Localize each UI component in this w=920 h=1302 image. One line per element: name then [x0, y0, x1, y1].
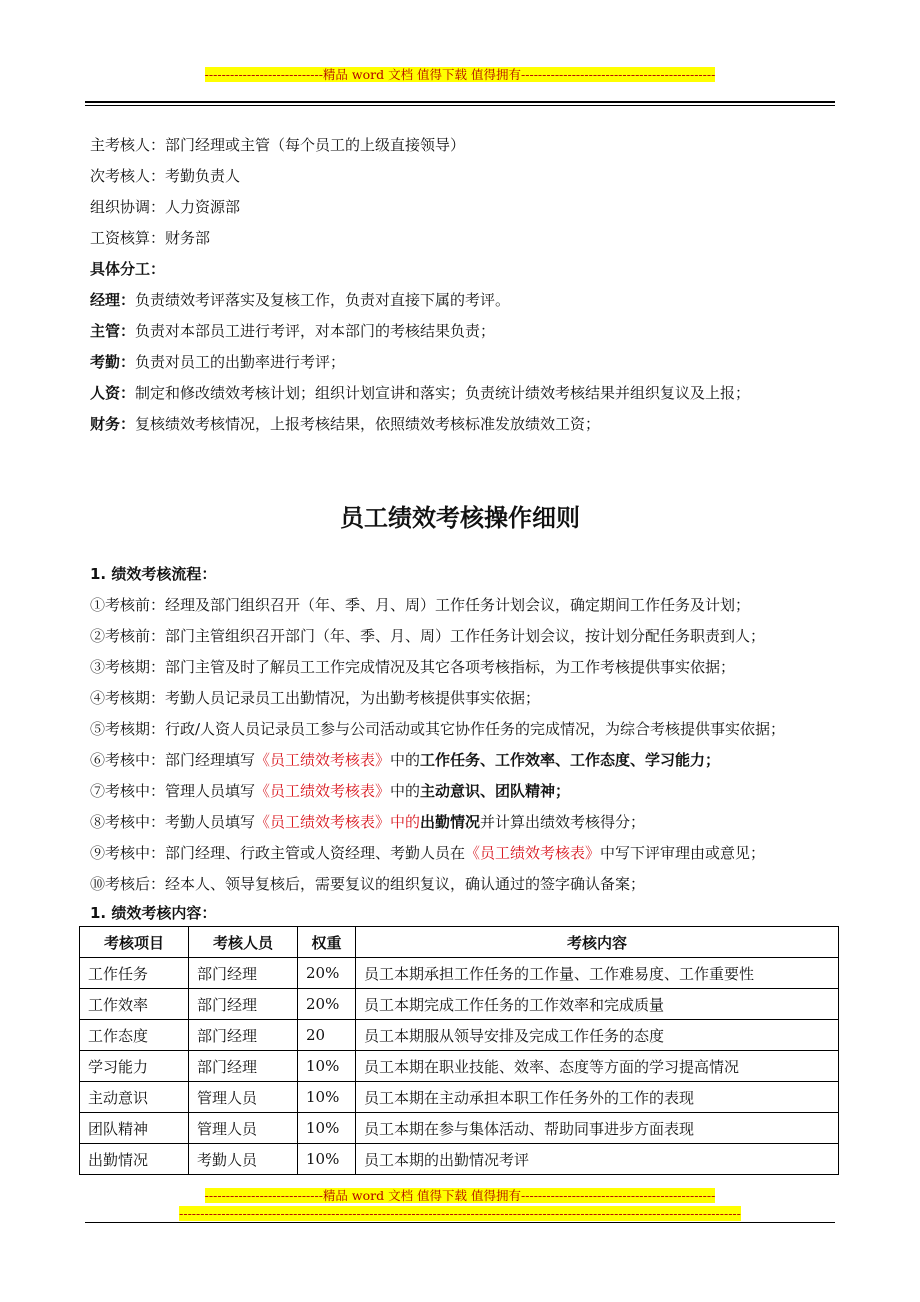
- table-cell: 20: [298, 1020, 356, 1051]
- table-cell: 工作任务: [80, 958, 189, 989]
- table-cell: 团队精神: [80, 1113, 189, 1144]
- header-banner: ----------------------------精品 word 文档 值得下载 值得拥有----------------------------------------------: [204, 67, 716, 82]
- table-row: [80, 1113, 839, 1144]
- table-cell: 20%: [298, 958, 356, 989]
- assessment-table: [79, 926, 839, 1175]
- header-rule-thin: [85, 105, 835, 106]
- document-title: 员工绩效考核操作细则: [340, 504, 580, 532]
- column-header: 考核人员: [189, 927, 298, 958]
- division-item: 经理：负责绩效考评落实及复核工作，负责对直接下属的考评。: [90, 291, 511, 309]
- process-step: ⑩考核后：经本人、领导复核后，需要复议的组织复议，确认通过的签字确认备案；: [90, 875, 646, 893]
- process-step: ④考核期：考勤人员记录员工出勤情况，为出勤考核提供事实依据；: [90, 689, 541, 707]
- table-cell: 10%: [298, 1051, 356, 1082]
- table-cell: 员工本期的出勤情况考评: [356, 1144, 839, 1175]
- table-cell: 员工本期在参与集体活动、帮助同事进步方面表现: [356, 1113, 839, 1144]
- table-cell: 10%: [298, 1113, 356, 1144]
- footer-rule: [85, 1222, 835, 1223]
- column-header: 考核项目: [80, 927, 189, 958]
- footer-dashes: -------------------------------------------------------------------------------------------------------------------------------------: [179, 1206, 741, 1221]
- table-cell: 工作效率: [80, 989, 189, 1020]
- column-header: 权重: [298, 927, 356, 958]
- table-cell: 员工本期在主动承担本职工作任务外的工作的表现: [356, 1082, 839, 1113]
- table-row: [80, 1144, 839, 1175]
- table-row: [80, 989, 839, 1020]
- table-cell: 管理人员: [189, 1082, 298, 1113]
- content-heading: 1. 绩效考核内容：: [90, 904, 217, 922]
- table-cell: 主动意识: [80, 1082, 189, 1113]
- table-cell: 部门经理: [189, 958, 298, 989]
- role-line: 组织协调：人力资源部: [90, 198, 241, 216]
- table-cell: 10%: [298, 1144, 356, 1175]
- table-row: [80, 958, 839, 989]
- division-item: 主管：负责对本部员工进行考评，对本部门的考核结果负责；: [90, 322, 496, 340]
- division-item: 财务：复核绩效考核情况，上报考核结果，依照绩效考核标准发放绩效工资；: [90, 415, 601, 433]
- table-cell: 工作态度: [80, 1020, 189, 1051]
- process-step: ③考核期：部门主管及时了解员工工作完成情况及其它各项考核指标，为工作考核提供事实依据；: [90, 658, 736, 676]
- table-cell: 员工本期在职业技能、效率、态度等方面的学习提高情况: [356, 1051, 839, 1082]
- table-cell: 学习能力: [80, 1051, 189, 1082]
- column-header: 考核内容: [356, 927, 839, 958]
- process-step: ①考核前：经理及部门组织召开（年、季、月、周）工作任务计划会议，确定期间工作任务及计划；: [90, 596, 751, 614]
- process-step: ⑨考核中：部门经理、行政主管或人资经理、考勤人员在《员工绩效考核表》中写下评审理由或意见；: [90, 844, 766, 862]
- role-line: 工资核算：财务部: [90, 229, 211, 247]
- table-cell: 部门经理: [189, 1051, 298, 1082]
- footer-banner: ----------------------------精品 word 文档 值得下载 值得拥有----------------------------------------------: [204, 1188, 716, 1203]
- header-rule-thick: [85, 101, 835, 103]
- process-step: ⑥考核中：部门经理填写《员工绩效考核表》中的工作任务、工作效率、工作态度、学习能力；: [90, 751, 721, 769]
- table-row: [80, 1051, 839, 1082]
- division-heading: 具体分工：: [90, 260, 166, 278]
- table-cell: 员工本期承担工作任务的工作量、工作难易度、工作重要性: [356, 958, 839, 989]
- table-cell: 员工本期服从领导安排及完成工作任务的态度: [356, 1020, 839, 1051]
- role-line: 次考核人：考勤负责人: [90, 167, 241, 185]
- table-cell: 部门经理: [189, 1020, 298, 1051]
- table-cell: 员工本期完成工作任务的工作效率和完成质量: [356, 989, 839, 1020]
- process-step: ②考核前：部门主管组织召开部门（年、季、月、周）工作任务计划会议，按计划分配任务职责到人；: [90, 627, 766, 645]
- process-step: ⑤考核期：行政/人资人员记录员工参与公司活动或其它协作任务的完成情况，为综合考核提供事实依据；: [90, 720, 786, 738]
- table-row: [80, 1082, 839, 1113]
- table-cell: 出勤情况: [80, 1144, 189, 1175]
- table-row: [80, 1020, 839, 1051]
- process-step: ⑧考核中：考勤人员填写《员工绩效考核表》中的出勤情况并计算出绩效考核得分；: [90, 813, 646, 831]
- division-item: 考勤：负责对员工的出勤率进行考评；: [90, 353, 346, 371]
- table-cell: 20%: [298, 989, 356, 1020]
- process-heading: 1. 绩效考核流程：: [90, 565, 217, 583]
- table-cell: 部门经理: [189, 989, 298, 1020]
- table-cell: 管理人员: [189, 1113, 298, 1144]
- process-step: ⑦考核中：管理人员填写《员工绩效考核表》中的主动意识、团队精神；: [90, 782, 571, 800]
- division-item: 人资：制定和修改绩效考核计划；组织计划宣讲和落实；负责统计绩效考核结果并组织复议及上报；: [90, 384, 751, 402]
- role-line: 主考核人：部门经理或主管（每个员工的上级直接领导）: [90, 136, 466, 154]
- table-cell: 考勤人员: [189, 1144, 298, 1175]
- table-header-row: [80, 927, 839, 958]
- table-cell: 10%: [298, 1082, 356, 1113]
